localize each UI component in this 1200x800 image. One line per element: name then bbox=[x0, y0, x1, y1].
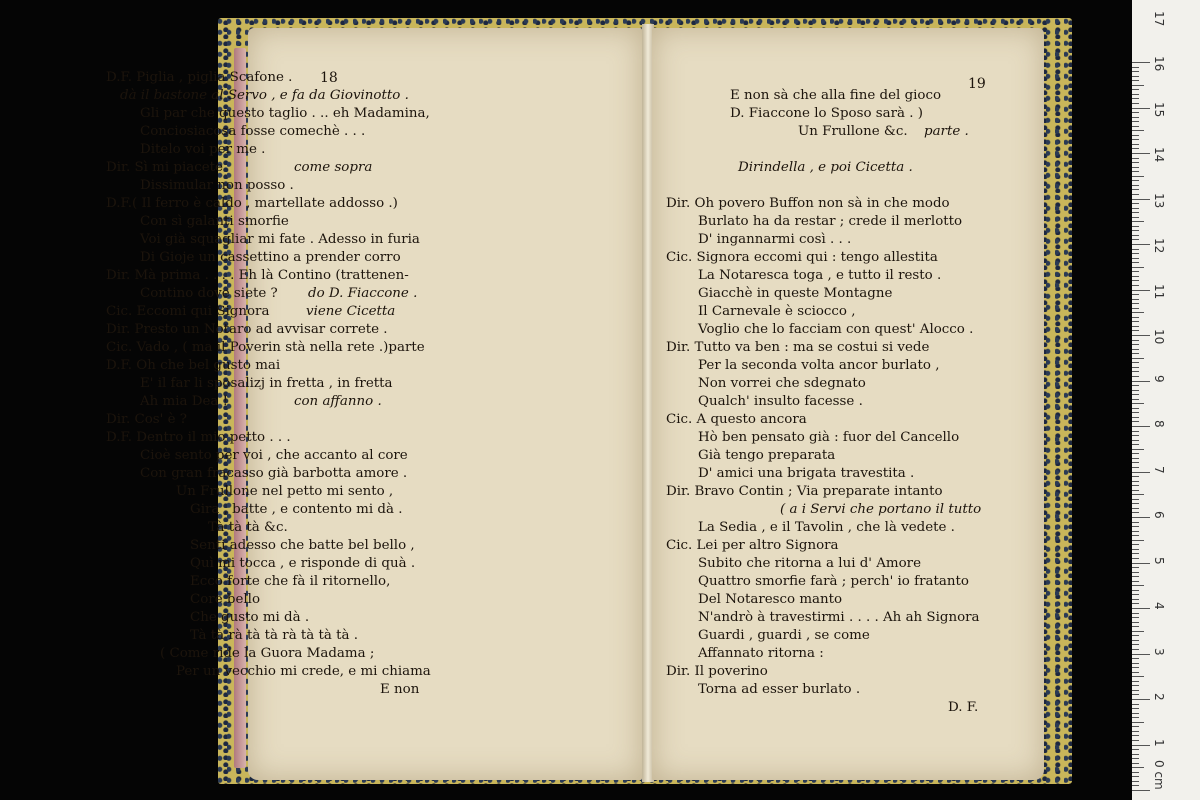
right-page-text-line: D. F. bbox=[948, 700, 979, 715]
ruler-tick bbox=[1132, 758, 1139, 759]
left-page-text-line: Contino dove siete ? bbox=[140, 286, 278, 301]
ruler-tick bbox=[1132, 267, 1144, 268]
ruler-tick bbox=[1132, 94, 1139, 95]
ruler-tick bbox=[1132, 221, 1144, 222]
ruler-tick bbox=[1132, 603, 1139, 604]
ruler-tick bbox=[1132, 481, 1139, 482]
ruler-tick bbox=[1132, 763, 1139, 764]
ruler-tick bbox=[1132, 362, 1139, 363]
ruler-tick bbox=[1132, 276, 1139, 277]
ruler-tick bbox=[1132, 754, 1139, 755]
ruler-tick bbox=[1132, 572, 1139, 573]
ruler-tick bbox=[1132, 217, 1139, 218]
ruler-tick bbox=[1132, 299, 1139, 300]
left-page-text-line: Gli par che questo taglio . .. eh Madamina, bbox=[140, 106, 430, 121]
left-page-text-line: Ecco forte che fà il ritornello, bbox=[190, 574, 391, 589]
ruler-tick bbox=[1132, 722, 1144, 723]
ruler-tick bbox=[1132, 271, 1139, 272]
ruler-tick bbox=[1132, 312, 1144, 313]
ruler-tick bbox=[1132, 353, 1139, 354]
left-page-text-line: Core bello bbox=[190, 592, 261, 607]
right-page-text-line: La Notaresca toga , e tutto il resto . bbox=[698, 268, 942, 283]
ruler-tick bbox=[1132, 294, 1139, 295]
left-page-text-line: ( Come ride la Guora Madama ; bbox=[160, 646, 375, 661]
left-page-text-line: Cic. Eccomi qui Signora bbox=[106, 304, 270, 319]
ruler-tick bbox=[1132, 672, 1139, 673]
left-page-text-line: dà il bastone al Servo , e fa da Giovinotto . bbox=[120, 88, 409, 103]
ruler-tick bbox=[1132, 385, 1139, 386]
ruler-tick bbox=[1132, 358, 1144, 359]
ruler-tick bbox=[1132, 699, 1150, 700]
ruler-tick bbox=[1132, 239, 1139, 240]
ruler-number: 5 bbox=[1152, 556, 1166, 565]
ruler-tick bbox=[1132, 781, 1139, 782]
ruler-tick bbox=[1132, 144, 1139, 145]
ruler-tick bbox=[1132, 335, 1150, 336]
right-page-text-line: Affannato ritorna : bbox=[698, 646, 824, 661]
ruler-tick bbox=[1132, 585, 1144, 586]
ruler-tick bbox=[1132, 89, 1139, 90]
ruler-tick bbox=[1132, 67, 1139, 68]
left-page-text-line: Con sì galanti smorfie bbox=[140, 214, 289, 229]
right-page-text-line: La Sedia , e il Tavolin , che là vedete . bbox=[698, 520, 955, 535]
left-page-text-line: Dir. Cos' è ? bbox=[106, 412, 187, 427]
ruler-tick bbox=[1132, 654, 1150, 655]
ruler-tick bbox=[1132, 790, 1150, 791]
ruler-tick bbox=[1132, 467, 1139, 468]
ruler-tick bbox=[1132, 258, 1139, 259]
ruler-tick bbox=[1132, 71, 1139, 72]
left-page-text-line: Quì mi tocca , e risponde di quà . bbox=[190, 556, 416, 571]
ruler-tick bbox=[1132, 690, 1139, 691]
ruler-number: 2 bbox=[1152, 693, 1166, 701]
ruler-tick bbox=[1132, 262, 1139, 263]
ruler-unit-label: 0 cm bbox=[1152, 760, 1166, 790]
ruler-number: 4 bbox=[1152, 602, 1166, 610]
left-page-text-line: D.F. Piglia , piglia Scafone . bbox=[106, 70, 293, 85]
ruler-tick bbox=[1132, 162, 1139, 163]
ruler-tick bbox=[1132, 535, 1139, 536]
ruler-tick bbox=[1132, 749, 1139, 750]
ruler-number: 16 bbox=[1152, 56, 1166, 72]
ruler-tick bbox=[1132, 117, 1139, 118]
ruler-tick bbox=[1132, 440, 1139, 441]
right-page-text-line: Qualch' insulto facesse . bbox=[698, 394, 863, 409]
ruler-tick bbox=[1132, 745, 1150, 746]
left-page-text-line: D.F. Dentro il mio petto . . . bbox=[106, 430, 291, 445]
left-page-text-line: come sopra bbox=[294, 160, 373, 175]
left-page-text-line: con affanno . bbox=[294, 394, 382, 409]
ruler-tick bbox=[1132, 203, 1139, 204]
ruler-tick bbox=[1132, 308, 1139, 309]
right-page-text-line: Subito che ritorna a lui d' Amore bbox=[698, 556, 921, 571]
left-page-text-line: Dissimular non posso . bbox=[140, 178, 294, 193]
ruler-tick bbox=[1132, 608, 1150, 609]
ruler-tick bbox=[1132, 453, 1139, 454]
ruler-tick bbox=[1132, 617, 1139, 618]
ruler-number: 12 bbox=[1152, 238, 1166, 254]
ruler-tick bbox=[1132, 139, 1139, 140]
page-number-left: 18 bbox=[320, 70, 338, 86]
ruler-tick bbox=[1132, 244, 1150, 245]
ruler-tick bbox=[1132, 180, 1139, 181]
right-page-text-line: Quattro smorfie farà ; perch' io fratanto bbox=[698, 574, 969, 589]
right-page-text-line: Cic. Signora eccomi qui : tengo allestita bbox=[666, 250, 938, 265]
ruler-tick bbox=[1132, 235, 1139, 236]
right-page-text-line: Giacchè in queste Montagne bbox=[698, 286, 893, 301]
left-page-text-line: Cioè sento per voi , che accanto al core bbox=[140, 448, 408, 463]
ruler-tick bbox=[1132, 704, 1139, 705]
ruler-number: 13 bbox=[1152, 192, 1166, 208]
ruler-tick bbox=[1132, 563, 1150, 564]
ruler-tick bbox=[1132, 512, 1139, 513]
ruler-tick bbox=[1132, 349, 1139, 350]
ruler-tick bbox=[1132, 421, 1139, 422]
left-page-text-line: Voi già squagliar mi fate . Adesso in furia bbox=[140, 232, 420, 247]
ruler-number: 8 bbox=[1152, 420, 1166, 428]
left-page-text-line: Con gran fracasso già barbotta amore . bbox=[140, 466, 408, 481]
ruler-tick bbox=[1132, 685, 1139, 686]
right-page-text-line: Voglio che lo facciam con quest' Alocco . bbox=[698, 322, 974, 337]
ruler-tick bbox=[1132, 340, 1139, 341]
ruler-tick bbox=[1132, 412, 1139, 413]
ruler-tick bbox=[1132, 76, 1139, 77]
ruler-tick bbox=[1132, 776, 1139, 777]
ruler-tick bbox=[1132, 508, 1139, 509]
ruler-tick bbox=[1132, 171, 1139, 172]
ruler-tick bbox=[1132, 472, 1150, 473]
ruler-tick bbox=[1132, 713, 1139, 714]
right-page-text-line: Il Carnevale è sciocco , bbox=[698, 304, 856, 319]
right-page-text-line: N'andrò à travestirmi . . . . Ah ah Signora bbox=[698, 610, 980, 625]
ruler-tick bbox=[1132, 462, 1139, 463]
ruler-tick bbox=[1132, 667, 1139, 668]
ruler-tick bbox=[1132, 549, 1139, 550]
ruler-tick bbox=[1132, 772, 1139, 773]
ruler-tick bbox=[1132, 531, 1139, 532]
ruler-tick bbox=[1132, 599, 1139, 600]
ruler-number: 17 bbox=[1152, 10, 1166, 26]
ruler-tick bbox=[1132, 567, 1139, 568]
ruler-tick bbox=[1132, 658, 1139, 659]
ruler-tick bbox=[1132, 399, 1139, 400]
ruler-tick bbox=[1132, 371, 1139, 372]
ruler-tick bbox=[1132, 694, 1139, 695]
ruler-tick bbox=[1132, 135, 1139, 136]
ruler-tick bbox=[1132, 426, 1150, 427]
ruler-number: 11 bbox=[1152, 283, 1166, 299]
ruler-tick bbox=[1132, 367, 1139, 368]
ruler-tick bbox=[1132, 189, 1139, 190]
ruler-tick bbox=[1132, 226, 1139, 227]
ruler-tick bbox=[1132, 344, 1139, 345]
ruler-tick bbox=[1132, 121, 1139, 122]
ruler-tick bbox=[1132, 622, 1139, 623]
ruler-tick bbox=[1132, 321, 1139, 322]
ruler-tick bbox=[1132, 103, 1139, 104]
ruler-tick bbox=[1132, 62, 1150, 63]
ruler-tick bbox=[1132, 158, 1139, 159]
ruler-tick bbox=[1132, 740, 1139, 741]
ruler-tick bbox=[1132, 290, 1150, 291]
ruler-tick bbox=[1132, 676, 1144, 677]
ruler-number: 10 bbox=[1152, 329, 1166, 345]
right-page-text-line: D. Fiaccone lo Sposo sarà . ) bbox=[730, 106, 924, 121]
ruler-tick bbox=[1132, 649, 1139, 650]
left-page-text-line: Che gusto mi dà . bbox=[190, 610, 310, 625]
right-page-text-line: Non vorrei che sdegnato bbox=[698, 376, 866, 391]
right-page-text-line: Dir. Tutto va ben : ma se costui si vede bbox=[666, 340, 930, 355]
ruler-tick bbox=[1132, 576, 1139, 577]
ruler-tick bbox=[1132, 626, 1139, 627]
ruler-tick bbox=[1132, 112, 1139, 113]
ruler-tick bbox=[1132, 640, 1139, 641]
ruler-tick bbox=[1132, 544, 1139, 545]
ruler-tick bbox=[1132, 553, 1139, 554]
left-page-text-line: Ditelo voi per me . bbox=[140, 142, 266, 157]
right-page-text-line: Dirindella , e poi Cicetta . bbox=[738, 160, 913, 175]
left-page-text-line: Per un vecchio mi crede, e mi chiama bbox=[176, 664, 431, 679]
ruler-tick bbox=[1132, 731, 1139, 732]
ruler-tick bbox=[1132, 176, 1144, 177]
ruler-tick bbox=[1132, 631, 1144, 632]
right-page-text-line: Dir. Bravo Contin ; Via preparate intanto bbox=[666, 484, 943, 499]
ruler-tick bbox=[1132, 199, 1150, 200]
ruler-tick bbox=[1132, 212, 1139, 213]
left-page-text-line: Conciosiacosa fosse comechè . . . bbox=[140, 124, 366, 139]
ruler-tick bbox=[1132, 280, 1139, 281]
ruler-tick bbox=[1132, 494, 1144, 495]
ruler-tick bbox=[1132, 499, 1139, 500]
ruler-tick bbox=[1132, 98, 1139, 99]
ruler-tick bbox=[1132, 594, 1139, 595]
ruler-tick bbox=[1132, 148, 1139, 149]
left-page-text-line: Dir. Sì mi piacete bbox=[106, 160, 223, 175]
ruler-tick bbox=[1132, 458, 1139, 459]
left-page-text-line: D.F. Oh che bel gusto mai bbox=[106, 358, 281, 373]
ruler-tick bbox=[1132, 153, 1150, 154]
ruler-tick bbox=[1132, 476, 1139, 477]
ruler-tick bbox=[1132, 735, 1139, 736]
ruler-tick bbox=[1132, 449, 1144, 450]
right-page-text-line: D' amici una brigata travestita . bbox=[698, 466, 915, 481]
right-page-text-line: E non sà che alla fine del gioco bbox=[730, 88, 942, 103]
ruler-tick bbox=[1132, 167, 1139, 168]
left-page-text-line: Senti adesso che batte bel bello , bbox=[190, 538, 415, 553]
ruler-number: 3 bbox=[1152, 647, 1166, 656]
left-page-text-line: Gira , batte , e contento mi dà . bbox=[190, 502, 403, 517]
ruler-tick bbox=[1132, 681, 1139, 682]
left-page-text-line: E non bbox=[380, 682, 420, 697]
page-number-right: 19 bbox=[968, 76, 986, 92]
ruler-tick bbox=[1132, 490, 1139, 491]
left-page-text-line: Dir. Mà prima . . . . Eh là Contino (trattenen- bbox=[106, 268, 409, 283]
ruler-tick bbox=[1132, 522, 1139, 523]
ruler-tick bbox=[1132, 408, 1139, 409]
left-page-text-line: Un Frullone nel petto mi sento , bbox=[176, 484, 394, 499]
ruler-tick bbox=[1132, 285, 1139, 286]
ruler-tick bbox=[1132, 230, 1139, 231]
ruler-tick bbox=[1132, 717, 1139, 718]
left-page-text-line: viene Cicetta bbox=[306, 304, 396, 319]
ruler-tick bbox=[1132, 253, 1139, 254]
ruler-tick bbox=[1132, 526, 1139, 527]
left-page-text-line: Tà tà rà tà tà rà tà tà tà . bbox=[190, 628, 359, 643]
left-page-text-line: Tà tà tà &c. bbox=[208, 520, 288, 535]
ruler-tick bbox=[1132, 85, 1144, 86]
ruler-tick bbox=[1132, 558, 1139, 559]
ruler-tick bbox=[1132, 317, 1139, 318]
ruler-tick bbox=[1132, 376, 1139, 377]
ruler-tick bbox=[1132, 185, 1139, 186]
left-page-text-line: Cic. Vado , ( ma il Poverin stà nella rete .)parte bbox=[106, 340, 425, 355]
ruler-tick bbox=[1132, 249, 1139, 250]
ruler-tick bbox=[1132, 613, 1139, 614]
right-page-text-line: Burlato ha da restar ; crede il merlotto bbox=[698, 214, 963, 229]
ruler-tick bbox=[1132, 590, 1139, 591]
ruler-tick bbox=[1132, 394, 1139, 395]
measuring-ruler bbox=[1132, 0, 1200, 800]
right-page-text-line: Dir. Il poverino bbox=[666, 664, 768, 679]
ruler-tick bbox=[1132, 403, 1144, 404]
ruler-tick bbox=[1132, 517, 1150, 518]
ruler-tick bbox=[1132, 381, 1150, 382]
ruler-tick bbox=[1132, 390, 1139, 391]
ruler-tick bbox=[1132, 644, 1139, 645]
right-page-text-line: Un Frullone &c. bbox=[798, 124, 908, 139]
ruler-tick bbox=[1132, 194, 1139, 195]
left-page-text-line: do D. Fiaccone . bbox=[308, 286, 418, 301]
right-page-text-line: Per la seconda volta ancor burlato , bbox=[698, 358, 940, 373]
ruler-tick bbox=[1132, 785, 1139, 786]
ruler-number: 1 bbox=[1152, 738, 1166, 747]
ruler-number: 9 bbox=[1152, 374, 1166, 383]
ruler-tick bbox=[1132, 108, 1150, 109]
left-page-text-line: E' il far li sposalizj in fretta , in fretta bbox=[140, 376, 393, 391]
ruler-tick bbox=[1132, 130, 1144, 131]
ruler-tick bbox=[1132, 540, 1144, 541]
ruler-tick bbox=[1132, 435, 1139, 436]
right-page-text-line: Dir. Oh povero Buffon non sà in che modo bbox=[666, 196, 950, 211]
right-page-text-line: Già tengo preparata bbox=[698, 448, 836, 463]
ruler-number: 15 bbox=[1152, 101, 1166, 117]
ruler-tick bbox=[1132, 663, 1139, 664]
ruler-tick bbox=[1132, 208, 1139, 209]
ruler-tick bbox=[1132, 767, 1144, 768]
right-page-text-line: Del Notaresco manto bbox=[698, 592, 843, 607]
ruler-tick bbox=[1132, 417, 1139, 418]
left-page-text-line: Ah mia Dea ! bbox=[140, 394, 229, 409]
left-page-text-line: Di Gioje un cassettino a prender corro bbox=[140, 250, 401, 265]
ruler-tick bbox=[1132, 503, 1139, 504]
right-page-text-line: Hò ben pensato già : fuor del Cancello bbox=[698, 430, 960, 445]
right-page-text-line: parte . bbox=[924, 124, 969, 139]
ruler-number: 7 bbox=[1152, 465, 1166, 474]
ruler-tick bbox=[1132, 326, 1139, 327]
right-page-text-line: D' ingannarmi così . . . bbox=[698, 232, 852, 247]
ruler-tick bbox=[1132, 635, 1139, 636]
left-page-text-line: Dir. Presto un Notaro ad avvisar correte . bbox=[106, 322, 388, 337]
right-page-text-line: Cic. Lei per altro Signora bbox=[666, 538, 839, 553]
ruler-tick bbox=[1132, 303, 1139, 304]
ruler-tick bbox=[1132, 581, 1139, 582]
ruler-number: 14 bbox=[1152, 147, 1166, 163]
right-page-text-line: Torna ad esser burlato . bbox=[698, 682, 861, 697]
ruler-tick bbox=[1132, 80, 1139, 81]
ruler-tick bbox=[1132, 444, 1139, 445]
ruler-tick bbox=[1132, 126, 1139, 127]
ruler-tick bbox=[1132, 708, 1139, 709]
ruler-tick bbox=[1132, 431, 1139, 432]
ruler-number: 6 bbox=[1152, 511, 1166, 519]
right-page-text-line: ( a i Servi che portano il tutto bbox=[780, 502, 982, 517]
left-page-text-line: D.F.( Il ferro è caldo , martellate addosso .) bbox=[106, 196, 398, 211]
ruler-tick bbox=[1132, 485, 1139, 486]
right-page-text-line: Cic. A questo ancora bbox=[666, 412, 807, 427]
right-page-text-line: Guardi , guardi , se come bbox=[698, 628, 870, 643]
ruler-tick bbox=[1132, 330, 1139, 331]
ruler-tick bbox=[1132, 726, 1139, 727]
